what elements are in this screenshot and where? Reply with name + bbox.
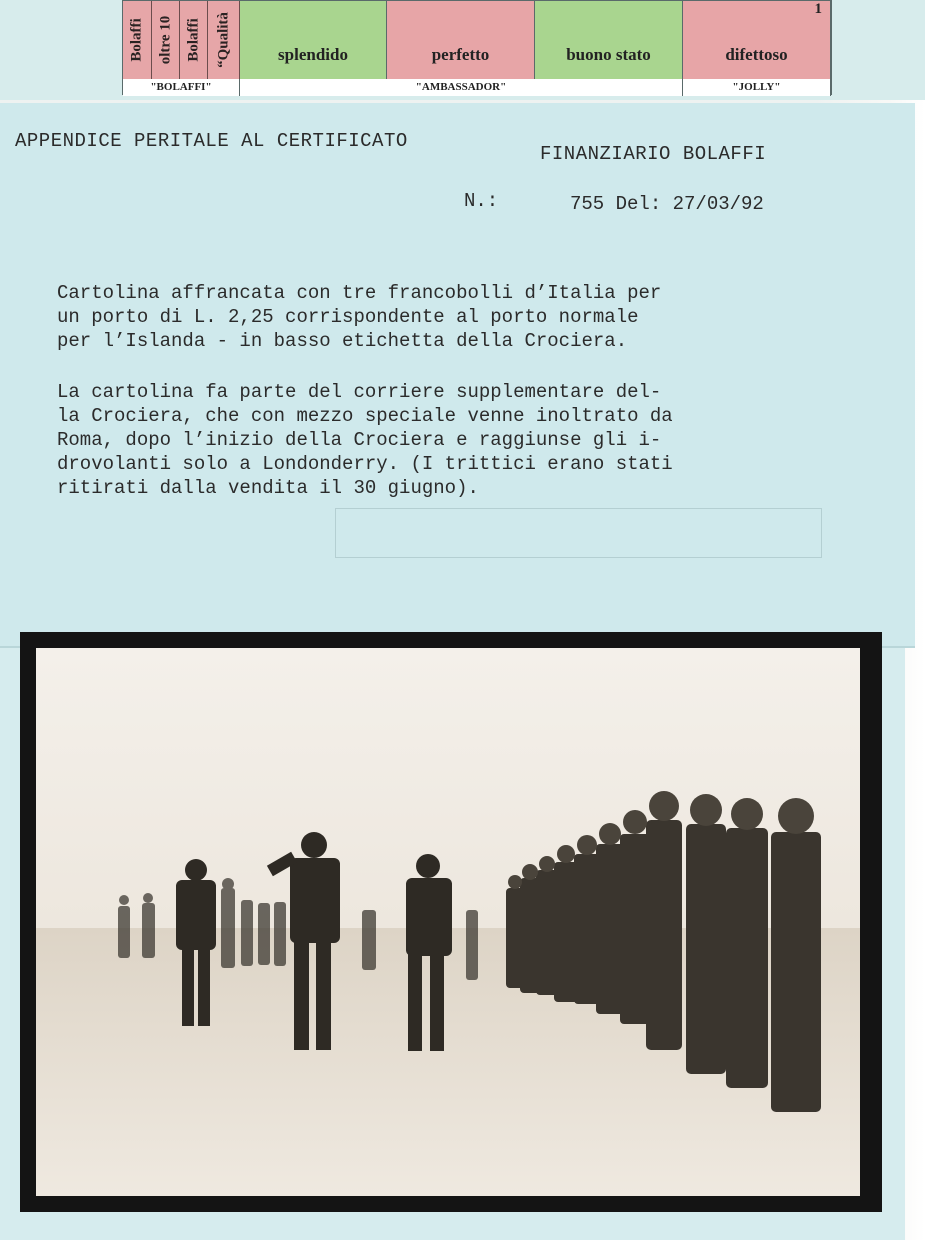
grading-strip xyxy=(0,0,925,100)
vintage-photograph xyxy=(36,648,860,1196)
label-jolly: "JOLLY" xyxy=(683,79,831,96)
header-qualita: “Qualità xyxy=(208,1,240,79)
faded-stamp-box xyxy=(335,508,822,558)
header-bolaffi-2: Bolaffi xyxy=(180,1,208,79)
grade-splendido: splendido xyxy=(240,31,387,79)
grade-perfetto: perfetto xyxy=(387,31,535,79)
description-paragraph-1: Cartolina affrancata con tre francobolli d’Italia per un porto di L. 2,25 corrispondente al porto normale per l’Islanda - in basso etichetta della Crociera. xyxy=(57,282,662,352)
description-paragraph-2: La cartolina fa parte del corriere supplementare del- la Crociera, che con mezzo speciale venne inoltrato da Roma, dopo l’inizio della Crociera e raggiunse gli i- drovolanti solo a Londonderry. (I trittici erano stati ritirati dalla vendita il 30 giugno). xyxy=(57,381,673,499)
top-cell-1 xyxy=(240,1,387,31)
grading-table xyxy=(122,0,832,95)
label-ambassador: "AMBASSADOR" xyxy=(240,79,683,96)
header-bolaffi: Bolaffi xyxy=(123,1,152,79)
grade-difettoso: difettoso xyxy=(683,31,831,79)
top-cell-2 xyxy=(387,1,535,31)
certificate-number-label: N.: xyxy=(464,190,499,212)
certificate-number-value: 755 Del: 27/03/92 xyxy=(570,193,764,215)
header-oltre-10: oltre 10 xyxy=(152,1,180,79)
appendix-card xyxy=(0,103,915,648)
top-cell-3 xyxy=(535,1,683,31)
appendix-title-right: FINANZIARIO BOLAFFI xyxy=(540,143,767,165)
label-bolaffi: "BOLAFFI" xyxy=(123,79,240,96)
grade-buono-stato: buono stato xyxy=(535,31,683,79)
top-cell-4 xyxy=(683,1,831,31)
corner-number: 1 xyxy=(814,1,822,17)
appendix-title: APPENDICE PERITALE AL CERTIFICATO xyxy=(15,130,408,152)
photo-illustration xyxy=(36,648,860,1196)
